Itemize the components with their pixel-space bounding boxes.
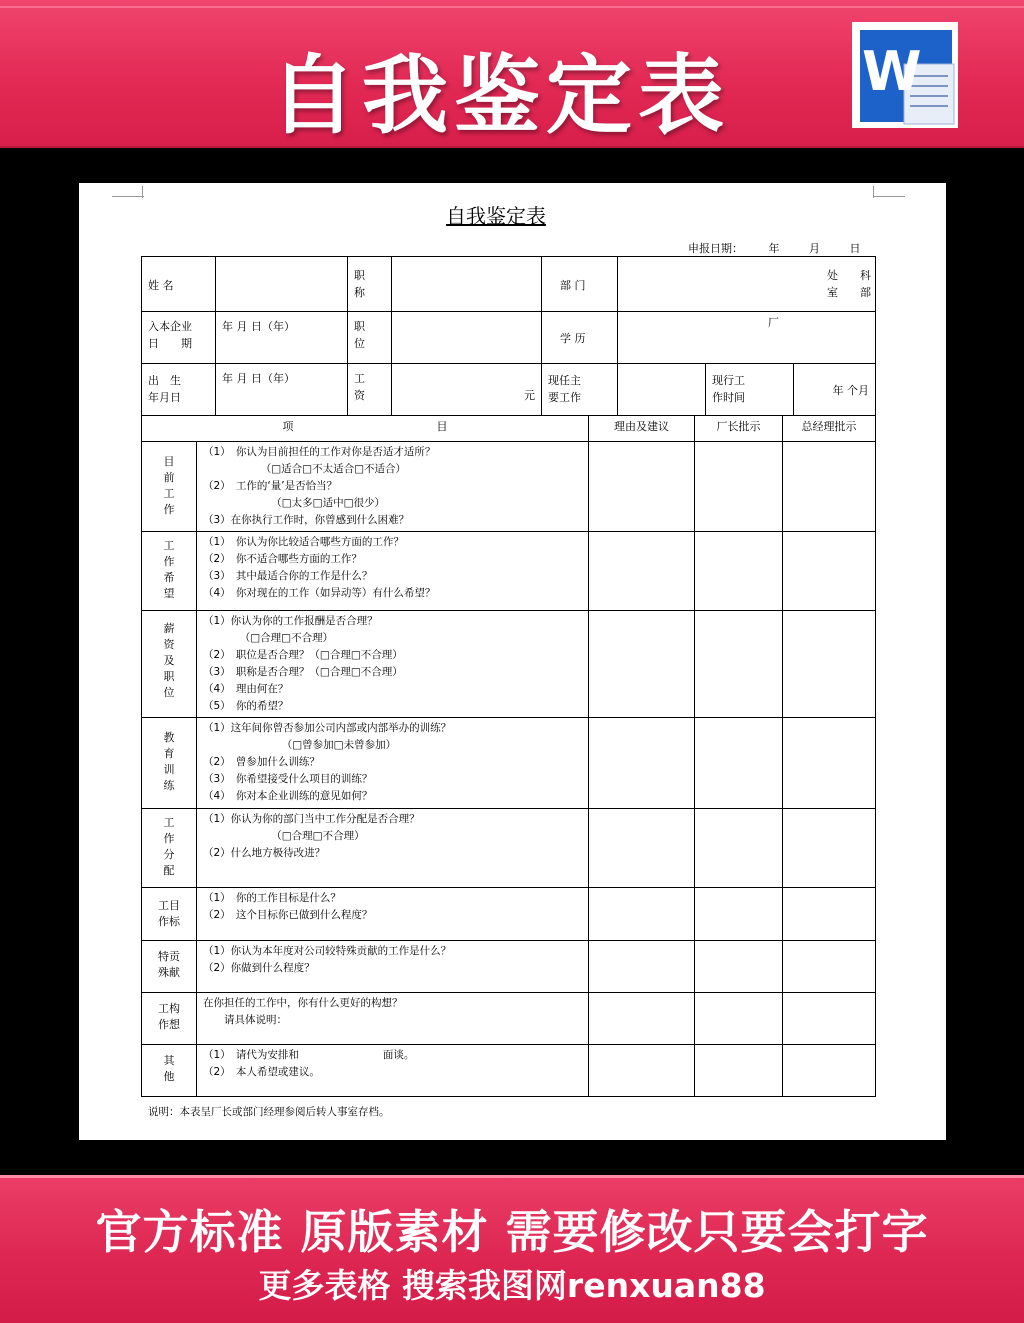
general-manager-cell[interactable] [783, 941, 876, 993]
table-row [142, 1045, 876, 1097]
header-items: 项 目 [142, 416, 589, 442]
row-category: 目 前 工 作 [142, 442, 197, 532]
factory-manager-cell[interactable] [695, 718, 783, 809]
crop-mark [112, 196, 144, 197]
title-field[interactable] [392, 257, 542, 312]
reason-cell[interactable] [589, 718, 695, 809]
row-items: （1）你认为本年度对公司较特殊贡献的工作是什么？ （2）你做到什么程度？ [197, 941, 589, 993]
current-time-label: 现行工 作时间 [706, 364, 794, 416]
dept-label: 部 门 [542, 257, 618, 312]
banner-title: 自我鉴定表 [270, 46, 730, 146]
dept-field[interactable]: 处 科 室 部 [618, 257, 876, 312]
wage-unit: 元 [524, 388, 535, 402]
general-manager-cell[interactable] [783, 993, 876, 1045]
reason-cell[interactable] [589, 888, 695, 941]
table-row [142, 809, 876, 888]
crop-mark [873, 196, 905, 197]
crop-mark [142, 186, 143, 198]
row-category: 教 育 训 练 [142, 718, 197, 809]
factory-manager-cell[interactable] [695, 941, 783, 993]
apply-date-year: 年 [768, 242, 780, 255]
footer-site[interactable]: 更多表格 搜索我图网renxuan88 [258, 1266, 766, 1305]
join-date-field[interactable]: 年 月 日（年） [216, 312, 348, 364]
reason-cell[interactable] [589, 611, 695, 718]
evaluation-table [141, 415, 876, 1097]
position-label: 职 位 [348, 312, 392, 364]
row-category: 其 他 [142, 1045, 197, 1097]
wage-field[interactable] [392, 364, 542, 416]
position-field[interactable] [392, 312, 542, 364]
factory-manager-cell[interactable] [695, 442, 783, 532]
row-items: （1） 你认为目前担任的工作对你是否适才适所？ （□适合□不太适合□不适合） （2） 工作的‘量’是否恰当？ （□太多□适中□很少） （3）在你执行工作时，你曾感到什么困难？ [197, 442, 589, 532]
reason-cell[interactable] [589, 809, 695, 888]
factory-manager-cell[interactable] [695, 532, 783, 611]
footer-slogan: 官方标准 原版素材 需要修改只要会打字 [95, 1205, 929, 1259]
table-row [142, 993, 876, 1045]
row-items: （1）你认为你的工作报酬是否合理？ （□合理□不合理） （2） 职位是否合理？（□合理□不合理） （3） 职称是否合理？（□合理□不合理） （4） 理由何在？ （5） 你的希望？ [197, 611, 589, 718]
table-row [142, 888, 876, 941]
general-manager-cell[interactable] [783, 1045, 876, 1097]
apply-date-month: 月 [809, 242, 820, 255]
table-row [142, 718, 876, 809]
header-reason: 理由及建议 [589, 416, 695, 442]
row-items: （1）这年间你曾否参加公司内部或内部举办的训练？ （□曾参加□未曾参加） （2） 曾参加什么训练？ （3） 你希望接受什么项目的训练？ （4） 你对本企业训练的意见如何？ [197, 718, 589, 809]
word-icon [846, 16, 964, 134]
education-label: 学 历 [542, 312, 618, 364]
svg-text:W: W [862, 40, 922, 103]
name-field[interactable] [216, 257, 348, 312]
apply-date-label: 申报日期： [688, 242, 743, 255]
current-time-field[interactable]: 年 个月 [794, 364, 876, 416]
table-row [142, 442, 876, 532]
birth-label: 出 生 年月日 [142, 364, 216, 416]
document-note: 说明：本表呈厂长或部门经理参阅后转人事室存档。 [148, 1106, 390, 1118]
crop-mark [873, 186, 874, 198]
factory-manager-cell[interactable] [695, 888, 783, 941]
table-row [142, 941, 876, 993]
reason-cell[interactable] [589, 532, 695, 611]
current-job-field[interactable] [618, 364, 706, 416]
row-category: 工构 作想 [142, 993, 197, 1045]
row-category: 薪 资 及 职 位 [142, 611, 197, 718]
birth-field[interactable]: 年 月 日（年） [216, 364, 348, 416]
row-items: 在你担任的工作中，你有什么更好的构想？ 请具体说明： [197, 993, 589, 1045]
join-date-label: 入本企业 日 期 [142, 312, 216, 364]
apply-date-day: 日 [849, 242, 861, 255]
header-factory-manager: 厂长批示 [695, 416, 783, 442]
row-items: （1） 你的工作目标是什么？ （2） 这个目标你已做到什么程度？ [197, 888, 589, 941]
factory-text: 厂 [768, 316, 779, 329]
row-category: 工目 作标 [142, 888, 197, 941]
row-category: 特贡 殊献 [142, 941, 197, 993]
info-table [141, 256, 876, 416]
reason-cell[interactable] [589, 1045, 695, 1097]
general-manager-cell[interactable] [783, 532, 876, 611]
reason-cell[interactable] [589, 993, 695, 1045]
education-field[interactable] [618, 312, 876, 364]
row-category: 工 作 分 配 [142, 809, 197, 888]
row-items: （1） 你认为你比较适合哪些方面的工作？ （2） 你不适合哪些方面的工作？ （3） 其中最适合你的工作是什么？ （4） 你对现在的工作（如异动等）有什么希望？ [197, 532, 589, 611]
factory-manager-cell[interactable] [695, 993, 783, 1045]
banner-frame-line [0, 6, 1024, 8]
table-row [142, 611, 876, 718]
wage-label: 工 资 [348, 364, 392, 416]
reason-cell[interactable] [589, 941, 695, 993]
table-row [142, 532, 876, 611]
name-label: 姓 名 [142, 257, 216, 312]
factory-manager-cell[interactable] [695, 611, 783, 718]
title-label: 职 称 [348, 257, 392, 312]
general-manager-cell[interactable] [783, 718, 876, 809]
row-category: 工 作 希 望 [142, 532, 197, 611]
row-items: （1） 请代为安排和 面谈。 （2） 本人希望或建议。 [197, 1045, 589, 1097]
current-job-label: 现任主 要工作 [542, 364, 618, 416]
row-items: （1）你认为你的部门当中工作分配是否合理？ （□合理□不合理） （2）什么地方极待改进？ [197, 809, 589, 888]
factory-manager-cell[interactable] [695, 1045, 783, 1097]
apply-date [688, 240, 861, 256]
general-manager-cell[interactable] [783, 809, 876, 888]
header-general-manager: 总经理批示 [783, 416, 876, 442]
factory-manager-cell[interactable] [695, 809, 783, 888]
general-manager-cell[interactable] [783, 888, 876, 941]
reason-cell[interactable] [589, 442, 695, 532]
document-title: 自我鉴定表 [446, 204, 546, 228]
general-manager-cell[interactable] [783, 611, 876, 718]
general-manager-cell[interactable] [783, 442, 876, 532]
